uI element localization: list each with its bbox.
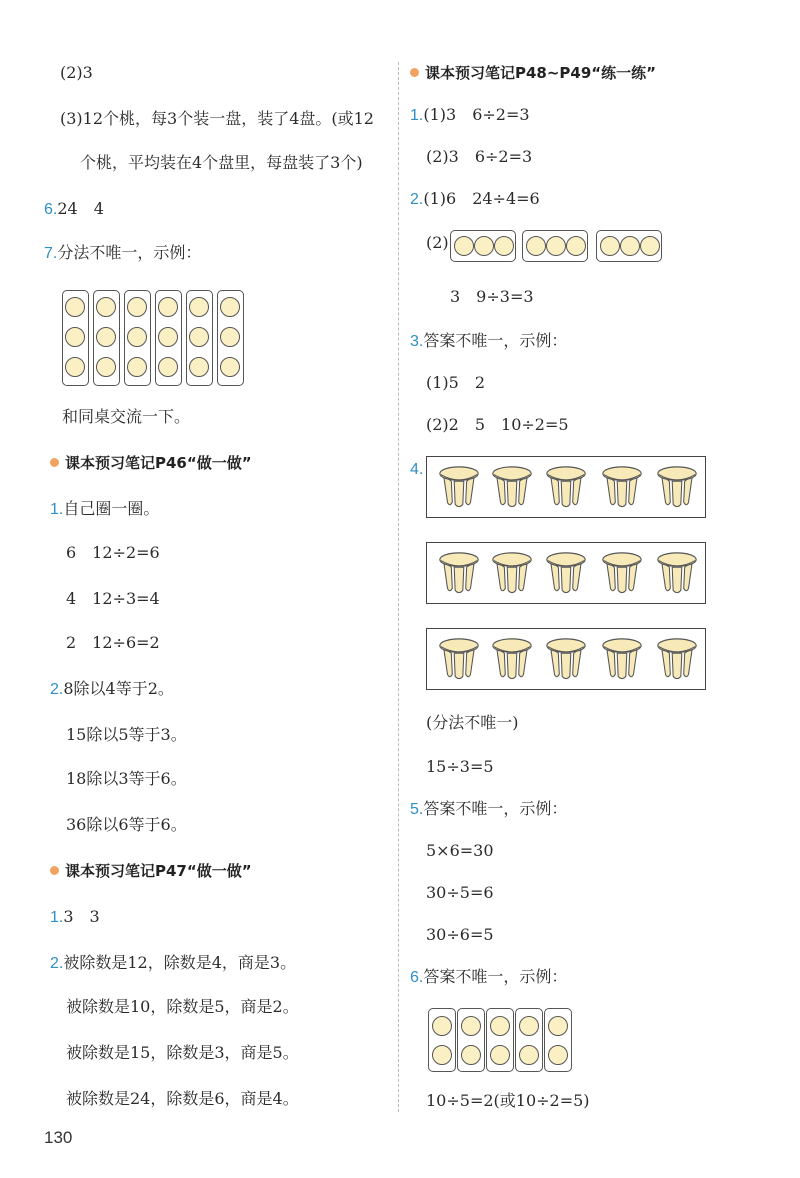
answer-text: (1)6 24÷4=6	[423, 189, 540, 208]
section-heading-p48-p49	[410, 62, 656, 84]
question-number: 5.	[410, 801, 424, 818]
circle-group	[93, 290, 120, 386]
answer-text: (1)3 6÷2=3	[423, 105, 530, 124]
circle	[220, 327, 240, 347]
question-number: 7.	[44, 245, 58, 262]
stool-icon	[437, 636, 481, 682]
circle-group	[515, 1008, 543, 1072]
circle	[454, 236, 474, 256]
circle	[566, 236, 586, 256]
stool-icon	[544, 550, 588, 596]
circle	[96, 297, 116, 317]
p48-answer-5	[410, 798, 567, 821]
circle-grouping-figure-5x2	[428, 1008, 578, 1074]
circle-grouping-figure-3x3	[450, 230, 670, 264]
page-number: 130	[44, 1128, 73, 1147]
stool-group-box	[426, 628, 706, 690]
circle-group	[486, 1008, 514, 1072]
question-number: 2.	[50, 955, 64, 972]
circle-group	[522, 230, 588, 262]
circle	[432, 1045, 452, 1065]
question-number: 4.	[410, 461, 424, 478]
p46-answer-2b: 18除以3等于6。	[66, 769, 187, 788]
stool-group-box	[426, 456, 706, 518]
p48-answer-5b: 30÷5=6	[426, 883, 494, 902]
answer-2-3-line1: (3)12个桃，每3个装一盘，装了4盘。(或12	[60, 109, 374, 128]
circle	[600, 236, 620, 256]
circle	[490, 1016, 510, 1036]
p46-answer-2	[50, 678, 174, 701]
section-title: 课本预习笔记P46“做一做”	[65, 454, 252, 472]
stool-icon	[600, 464, 644, 510]
circle	[519, 1045, 539, 1065]
circle-group	[596, 230, 662, 262]
question-number: 6.	[410, 969, 424, 986]
circle	[461, 1045, 481, 1065]
answer-2-3-line2: 个桃，平均装在4个盘里，每盘装了3个)	[80, 153, 363, 172]
stool-icon	[544, 464, 588, 510]
circle-group	[450, 230, 516, 262]
bullet-icon	[50, 866, 59, 875]
p47-answer-2b: 被除数是15，除数是3，商是5。	[66, 1043, 299, 1062]
p46-answer-2c: 36除以6等于6。	[66, 815, 187, 834]
stool-icon	[490, 550, 534, 596]
column-divider	[398, 62, 399, 1112]
p48-answer-4-equation: 15÷3=5	[426, 757, 494, 776]
answer-2-2: (2)3	[60, 63, 93, 82]
circle-group	[155, 290, 182, 386]
question-number: 2.	[410, 191, 424, 208]
p48-answer-1a	[410, 104, 530, 127]
circle	[158, 357, 178, 377]
circle	[127, 357, 147, 377]
circle	[432, 1016, 452, 1036]
circle-group	[62, 290, 89, 386]
p48-answer-1b: (2)3 6÷2=3	[426, 147, 533, 166]
answer-7	[44, 242, 201, 265]
p48-answer-4	[410, 458, 423, 481]
circle	[127, 327, 147, 347]
stool-icon	[437, 550, 481, 596]
bullet-icon	[410, 68, 419, 77]
circle	[96, 357, 116, 377]
p46-answer-1c: 2 12÷6=2	[66, 633, 160, 652]
p47-answer-2c: 被除数是24，除数是6，商是4。	[66, 1089, 299, 1108]
answer-text: 答案不唯一，示例：	[423, 799, 568, 818]
bullet-icon	[50, 458, 59, 467]
circle	[526, 236, 546, 256]
answer-7-note: 和同桌交流一下。	[62, 407, 191, 426]
p48-answer-4-note: (分法不唯一)	[426, 713, 519, 732]
answer-text: 24 4	[57, 199, 104, 218]
circle-group	[186, 290, 213, 386]
circle	[546, 236, 566, 256]
circle	[640, 236, 660, 256]
p48-answer-3a: (1)5 2	[426, 373, 486, 392]
circle	[189, 327, 209, 347]
circle	[65, 327, 85, 347]
circle	[65, 297, 85, 317]
stool-icon	[544, 636, 588, 682]
circle-grouping-figure	[62, 290, 242, 386]
stool-icon	[437, 464, 481, 510]
question-number: 3.	[410, 333, 424, 350]
circle	[96, 327, 116, 347]
circle	[519, 1016, 539, 1036]
circle	[494, 236, 514, 256]
circle	[189, 297, 209, 317]
stool-icon	[655, 550, 699, 596]
circle	[620, 236, 640, 256]
p46-answer-1b: 4 12÷3=4	[66, 589, 160, 608]
stool-icon	[600, 550, 644, 596]
answer-text: 被除数是12，除数是4，商是3。	[63, 953, 297, 972]
circle-group	[124, 290, 151, 386]
p46-answer-1	[50, 498, 159, 521]
question-number: 1.	[50, 909, 64, 926]
p47-answer-2a: 被除数是10，除数是5，商是2。	[66, 997, 299, 1016]
p48-answer-5a: 5×6=30	[426, 841, 494, 860]
answer-text: 自己圈一圈。	[63, 499, 160, 518]
answer-text: 答案不唯一，示例：	[423, 331, 568, 350]
stool-icon	[655, 636, 699, 682]
stool-icon	[490, 464, 534, 510]
circle	[490, 1045, 510, 1065]
answer-text: 3 3	[63, 907, 100, 926]
circle	[189, 357, 209, 377]
question-number: 6.	[44, 201, 58, 218]
stool-icon	[655, 464, 699, 510]
question-number: 1.	[50, 501, 64, 518]
p48-answer-2b: 3 9÷3=3	[450, 287, 534, 306]
circle	[158, 327, 178, 347]
p46-answer-1a: 6 12÷2=6	[66, 543, 160, 562]
stool-icon	[490, 636, 534, 682]
p48-answer-5c: 30÷6=5	[426, 925, 494, 944]
answer-text: 分法不唯一，示例：	[57, 243, 202, 262]
question-number: 2.	[50, 681, 64, 698]
circle-group	[428, 1008, 456, 1072]
p48-answer-6-equation: 10÷5=2(或10÷2=5)	[426, 1091, 590, 1110]
circle	[474, 236, 494, 256]
p48-answer-3	[410, 330, 567, 353]
p46-answer-2a: 15除以5等于3。	[66, 725, 187, 744]
circle-group	[457, 1008, 485, 1072]
answer-6	[44, 198, 104, 221]
p48-answer-2b-label: (2)	[426, 233, 449, 252]
circle	[220, 297, 240, 317]
section-title: 课本预习笔记P48~P49“练一练”	[425, 64, 657, 82]
p48-answer-6	[410, 966, 567, 989]
p47-answer-2	[50, 952, 296, 975]
section-heading-p47	[50, 860, 252, 882]
p47-answer-1	[50, 906, 100, 929]
answer-text: 8除以4等于2。	[63, 679, 174, 698]
circle	[548, 1016, 568, 1036]
question-number: 1.	[410, 107, 424, 124]
stool-group-box	[426, 542, 706, 604]
p48-answer-3b: (2)2 5 10÷2=5	[426, 415, 569, 434]
p48-answer-2a	[410, 188, 540, 211]
circle	[461, 1016, 481, 1036]
circle	[158, 297, 178, 317]
stool-icon	[600, 636, 644, 682]
circle	[548, 1045, 568, 1065]
circle-group	[217, 290, 244, 386]
circle-group	[544, 1008, 572, 1072]
section-title: 课本预习笔记P47“做一做”	[65, 862, 252, 880]
circle	[220, 357, 240, 377]
section-heading-p46	[50, 452, 252, 474]
answer-text: 答案不唯一，示例：	[423, 967, 568, 986]
circle	[127, 297, 147, 317]
circle	[65, 357, 85, 377]
